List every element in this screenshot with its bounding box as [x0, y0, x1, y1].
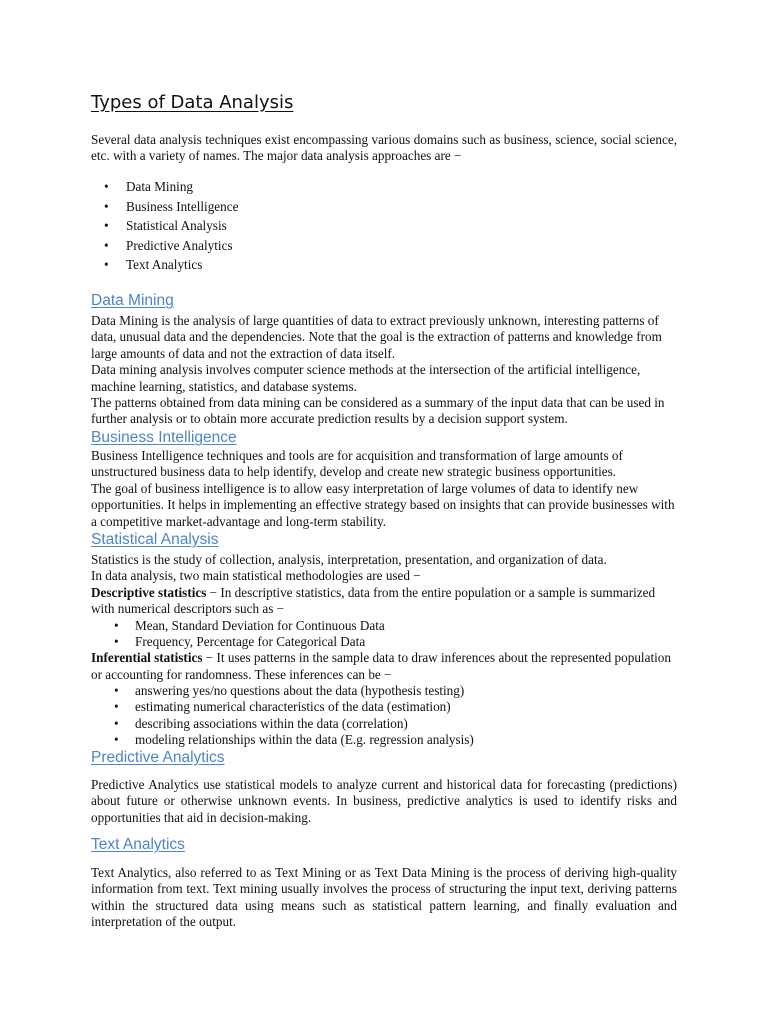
paragraph: Statistics is the study of collection, analysis, interpretation, presentation, and organization of data. — [91, 552, 607, 567]
heading-business-intelligence: Business Intelligence — [91, 429, 237, 446]
paragraph-text-analytics: Text Analytics, also referred to as Text Mining or as Text Data Mining is the process of deriving high-quality information from text. Text mining usually involves the process of structuring the input text, deriving patterns within the structured data using means such as statistical pattern learning, and finally evaluation and interpretation of the output. — [91, 865, 677, 930]
paragraph: Data Mining is the analysis of large quantities of data to extract previously unknown, interesting patterns of data, unusual data and the dependencies. Note that the goal is the extraction of patterns and knowledge from large amounts of data and not the extraction of data itself. — [91, 313, 662, 361]
paragraph-text: − It uses patterns in the sample data to draw inferences about the represented population or accounting for randomness. These inferences can be − — [91, 650, 671, 682]
list-item: • Data Mining — [91, 177, 238, 197]
approaches-list — [91, 177, 238, 275]
paragraph: The patterns obtained from data mining can be considered as a summary of the input data that can be used in further analysis or to obtain more accurate prediction results by a decision support system. — [91, 395, 665, 427]
paragraph: Business Intelligence techniques and tools are for acquisition and transformation of large amounts of unstructured business data to help identify, develop and create new strategic business opportunities. — [91, 448, 623, 480]
descriptive-list — [91, 618, 677, 651]
paragraph-predictive-analytics: Predictive Analytics use statistical models to analyze current and historical data for forecasting (predictions) about future or otherwise unknown events. In business, predictive analytics is used to identify risks and opportunities that aid in decision-making. — [91, 777, 677, 825]
list-item: • Mean, Standard Deviation for Continuous Data — [91, 618, 677, 634]
heading-statistical-analysis: Statistical Analysis — [91, 531, 219, 548]
list-item: • Text Analytics — [91, 255, 238, 275]
paragraph-text: − In descriptive statistics, data from the entire population or a sample is summarized with numerical descriptors such as − — [91, 584, 656, 617]
inferential-statistics-label: Inferential statistics — [91, 650, 203, 666]
paragraph: Data mining analysis involves computer science methods at the intersection of the artificial intelligence, machine learning, statistics, and database systems. — [91, 362, 641, 394]
descriptive-statistics-label: Descriptive statistics — [91, 584, 207, 600]
list-item: • modeling relationships within the data (E.g. regression analysis) — [91, 732, 677, 748]
list-item: • describing associations within the data (correlation) — [91, 716, 677, 732]
page-title: Types of Data Analysis — [91, 92, 294, 113]
list-item: • Business Intelligence — [91, 197, 238, 217]
intro-paragraph: Several data analysis techniques exist encompassing various domains such as business, science, social science, etc. with a variety of names. The major data analysis approaches are − — [91, 132, 677, 164]
list-item: • estimating numerical characteristics of the data (estimation) — [91, 699, 677, 715]
heading-data-mining: Data Mining — [91, 292, 174, 309]
paragraph: In data analysis, two main statistical methodologies are used − — [91, 568, 421, 584]
section-business-intelligence — [91, 448, 677, 530]
inferential-list — [91, 683, 677, 748]
inferential-statistics-paragraph — [91, 650, 677, 683]
heading-text-analytics: Text Analytics — [91, 836, 185, 853]
list-item: • Predictive Analytics — [91, 236, 238, 256]
list-item: • Statistical Analysis — [91, 216, 238, 236]
list-item: • answering yes/no questions about the data (hypothesis testing) — [91, 683, 677, 699]
paragraph: The goal of business intelligence is to allow easy interpretation of large volumes of data to identify new opportunities. It helps in implementing an effective strategy based on insights that can provide businesses with a competitive market-advantage and long-term stability. — [91, 480, 675, 529]
section-statistical-analysis — [91, 552, 677, 748]
section-data-mining — [91, 313, 677, 428]
list-item: • Frequency, Percentage for Categorical Data — [91, 634, 677, 650]
heading-predictive-analytics: Predictive Analytics — [91, 749, 225, 766]
descriptive-statistics-paragraph — [91, 585, 677, 618]
